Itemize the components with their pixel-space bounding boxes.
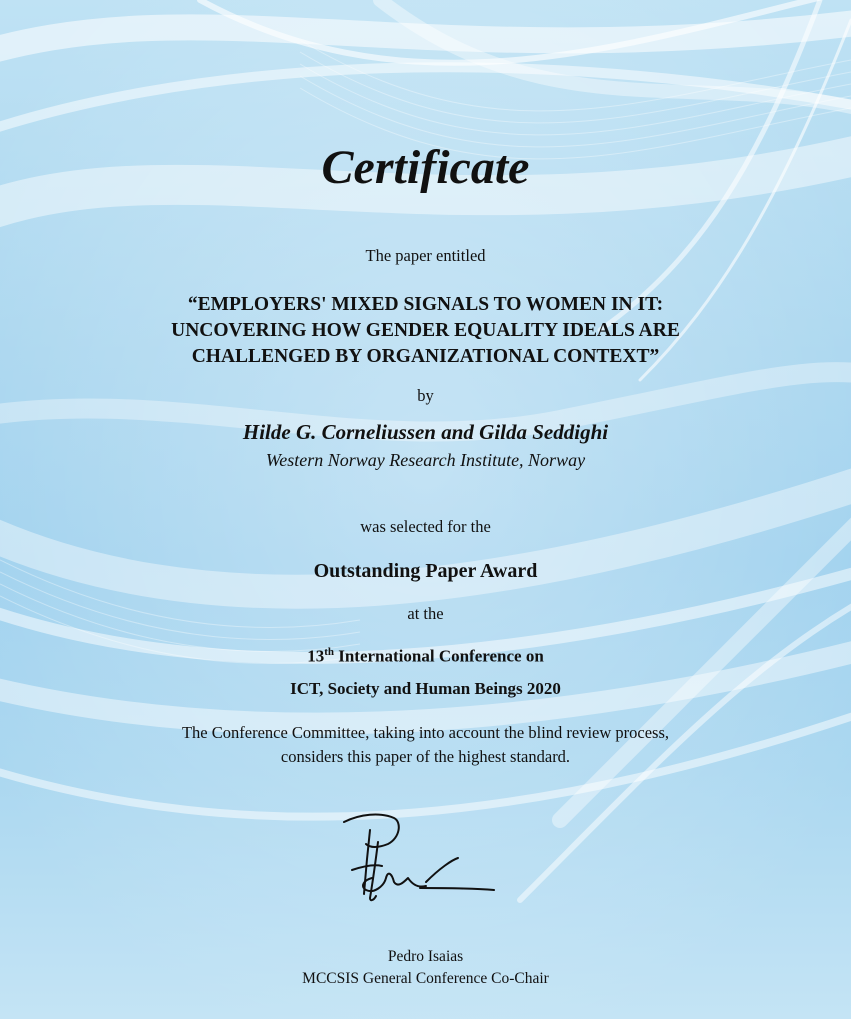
authors: Hilde G. Corneliussen and Gilda Seddighi xyxy=(242,420,609,444)
conference-ordinal-suffix: th xyxy=(324,646,334,658)
by-text: by xyxy=(417,386,434,405)
intro-text: The paper entitled xyxy=(365,246,486,265)
conference-name-line-2: ICT, Society and Human Beings 2020 xyxy=(290,679,561,698)
award-name: Outstanding Paper Award xyxy=(313,560,538,582)
signatory-role: MCCSIS General Conference Co-Chair xyxy=(302,970,549,987)
affiliation: Western Norway Research Institute, Norway xyxy=(265,450,586,470)
committee-statement-line: considers this paper of the highest standard. xyxy=(280,747,571,766)
paper-title-line: “EMPLOYERS' MIXED SIGNALS TO WOMEN IN IT: xyxy=(187,294,664,315)
conference-name-line-1 xyxy=(0,646,851,667)
handwritten-signature xyxy=(330,808,500,908)
conference-name-rest: International Conference on xyxy=(333,646,544,666)
signatory-name: Pedro Isaias xyxy=(387,948,464,965)
selected-text: was selected for the xyxy=(360,517,491,536)
paper-title-line: CHALLENGED BY ORGANIZATIONAL CONTEXT” xyxy=(191,346,660,367)
paper-title-line: UNCOVERING HOW GENDER EQUALITY IDEALS ARE xyxy=(171,320,680,341)
committee-statement xyxy=(0,721,851,769)
certificate-heading: Certificate xyxy=(321,141,530,194)
committee-statement-line: The Conference Committee, taking into account the blind review process, xyxy=(181,723,670,742)
paper-title xyxy=(0,292,851,370)
at-the-text: at the xyxy=(407,604,444,623)
conference-ordinal-number: 13 xyxy=(307,646,325,666)
